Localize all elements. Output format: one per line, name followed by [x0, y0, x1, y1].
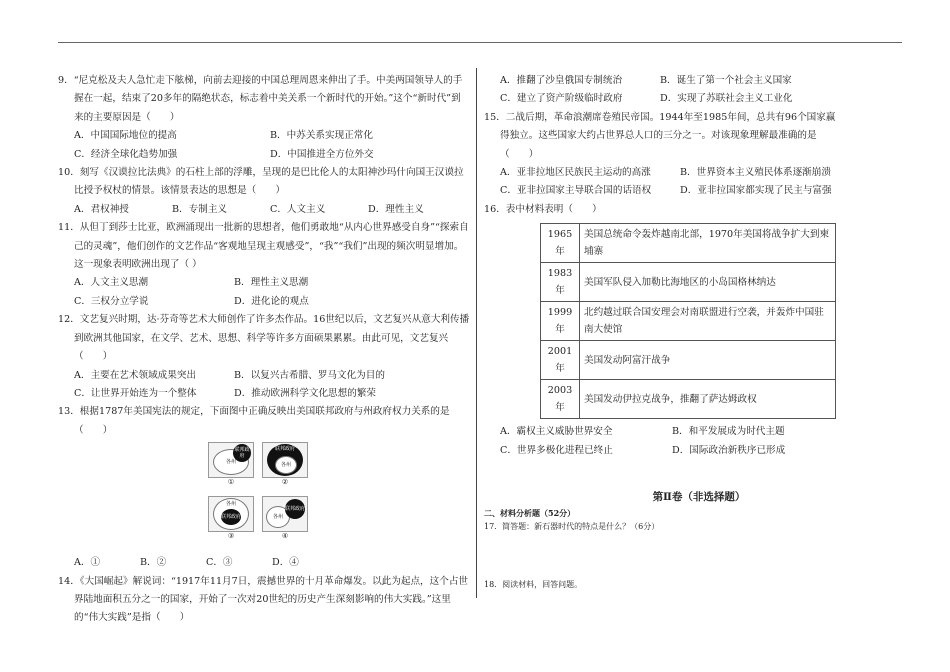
option-a[interactable]: A．中国国际地位的提高 [74, 130, 177, 142]
question-12-options [58, 367, 470, 404]
question-10-text: 10．刻写《汉谟拉比法典》的石柱上部的浮雕，呈现的是巴比伦人的太阳神沙玛什向国王汉谟拉比授予权杖的情景。该情景表达的思想是（ ） [58, 167, 464, 197]
option-c[interactable]: C．经济全球化趋势加强 [74, 148, 178, 160]
events-table [540, 223, 836, 419]
question-11-options [58, 274, 470, 311]
question-11-text: 11．从但丁到莎士比亚，欧洲涌现出一批新的思想者，他们勇敢地“从内心世界感受自身”“探索自己的灵魂”，他们创作的文艺作品“客观地呈现主观感受”，“我”“我们”出现的频次明显增加。这一现象表明欧洲出现了（ ） [58, 222, 469, 271]
question-15-options [484, 164, 844, 201]
question-16 [484, 201, 844, 460]
inner-circle: 联邦政府 [233, 444, 251, 462]
option-d[interactable]: D．实现了苏联社会主义工业化 [660, 93, 793, 105]
question-18: 18．阅读材料，回答问题。 [484, 580, 583, 590]
section-heading: 二、材料分析题（52分） [484, 508, 576, 519]
question-12 [58, 311, 470, 403]
option-d[interactable]: D．④ [272, 557, 299, 569]
question-13 [58, 403, 470, 572]
outer-circle: 各州 [213, 498, 249, 530]
diagram-1-frame [208, 442, 254, 478]
outer-circle: 联邦政府 [267, 444, 303, 476]
option-d[interactable]: D．中国推进全方位外交 [270, 148, 374, 160]
inner-circle: 联邦政府 [221, 509, 241, 525]
question-9-options [58, 127, 470, 164]
question-14-text: 14．《大国崛起》解说词：“1917年11月7日，震撼世界的十月革命爆发。以此为起点，这个占世界陆地面积五分之一的国家，开始了一次对20世纪的历史产生深刻影响的伟大实践。”这里的“伟大实践”是指（ ） [58, 575, 469, 624]
year-cell: 1999年 [541, 302, 580, 341]
question-15 [484, 109, 844, 201]
question-11 [58, 219, 470, 311]
column-divider [476, 68, 477, 598]
diagram-2-frame [262, 442, 308, 478]
inner-circle: 各州 [275, 456, 297, 474]
option-d[interactable]: D．推动欧洲科学文化思想的繁荣 [234, 387, 377, 399]
option-d[interactable]: D．理性主义 [368, 203, 424, 215]
question-13-options [58, 554, 470, 572]
option-a[interactable]: A．君权神授 [74, 203, 129, 215]
option-a[interactable]: A．推翻了沙皇俄国专制统治 [500, 75, 623, 86]
table-row [541, 380, 836, 419]
year-cell: 2003年 [541, 380, 580, 419]
header-rule [58, 42, 902, 43]
option-c[interactable]: C．让世界开始连为一个整体 [74, 387, 197, 399]
year-cell: 1965年 [541, 224, 580, 263]
option-a[interactable]: A．霸权主义威胁世界安全 [500, 426, 613, 438]
diagram-1 [206, 442, 256, 492]
option-b[interactable]: B．以复兴古希腊、罗马文化为目的 [234, 369, 385, 381]
option-b[interactable]: B．世界资本主义殖民体系逐渐崩溃 [680, 167, 831, 179]
diagram-1-number: ① [227, 478, 235, 487]
option-c[interactable]: C．人文主义 [270, 203, 326, 215]
diagram-3-number: ③ [227, 532, 235, 541]
option-b[interactable]: B．和平发展成为时代主题 [672, 426, 785, 438]
outer-circle: 各州 [266, 506, 290, 528]
diagram-4-frame [262, 496, 308, 532]
outer-circle: 各州 [213, 449, 249, 475]
option-b[interactable]: B．诞生了第一个社会主义国家 [660, 75, 792, 86]
inner-circle: 联邦政府 [285, 499, 305, 519]
table-row [541, 263, 836, 302]
option-b[interactable]: B．理性主义思潮 [234, 277, 309, 289]
diagram-3-frame [208, 496, 254, 532]
option-b[interactable]: B．专制主义 [172, 203, 228, 215]
option-c[interactable]: C．建立了资产阶级临时政府 [500, 93, 623, 105]
event-cell: 美国军队侵入加勒比海地区的小岛国格林纳达 [580, 263, 836, 302]
question-16-options [484, 423, 844, 460]
diagram-2-number: ② [281, 478, 289, 487]
question-10 [58, 164, 470, 219]
table-row [541, 224, 836, 263]
question-14-options [484, 72, 844, 109]
question-15-text: 15．二战后期，革命浪潮席卷殖民帝国。1944年至1985年间，总共有96个国家赢得独立。这些国家大约占世界总人口的三分之一。对该现象理解最准确的是（ ） [484, 111, 836, 160]
part-2-title: 第Ⅱ卷（非选择题） [652, 491, 746, 504]
diagram-2 [260, 442, 310, 492]
diagram-3 [206, 496, 256, 546]
option-d[interactable]: D．国际政治新秩序已形成 [672, 444, 786, 456]
option-c[interactable]: C．③ [206, 557, 233, 569]
left-column [58, 72, 470, 628]
option-a[interactable]: A．主要在艺术领域成果突出 [74, 369, 197, 381]
event-cell: 美国发动伊拉克战争，推翻了萨达姆政权 [580, 380, 836, 419]
question-10-options [58, 201, 470, 219]
question-12-text: 12．文艺复兴时期，达·芬奇等艺术大师创作了许多杰作品。16世纪以后，文艺复兴从意大利传播到欧洲其他国家，在文学、艺术、思想、科学等许多方面硕果累累。由此可见，文艺复兴（ ） [58, 314, 470, 363]
option-b[interactable]: B．中苏关系实现正常化 [270, 130, 373, 142]
table-row [541, 341, 836, 380]
power-diagrams [206, 442, 316, 550]
right-column [484, 72, 844, 592]
option-d[interactable]: D．亚非拉国家都实现了民主与富强 [680, 185, 832, 197]
question-9-text: 9．“尼克松及夫人急忙走下舷梯，向前去迎接的中国总理周恩来伸出了手。中美两国领导人的手握在一起，结束了20多年的隔绝状态，标志着中美关系一个新时代的开始。”这个“新时代”到来的主要原因是（ ） [58, 75, 463, 123]
option-a[interactable]: A．亚非拉地区民族民主运动的高涨 [500, 167, 651, 179]
option-a[interactable]: A．人文主义思潮 [74, 277, 149, 289]
question-14 [58, 573, 470, 628]
event-cell: 美国总统命令轰炸越南北部，1970年美国将战争扩大到柬埔寨 [580, 224, 836, 263]
option-c[interactable]: C．三权分立学说 [74, 295, 149, 307]
year-cell: 2001年 [541, 341, 580, 380]
year-cell: 1983年 [541, 263, 580, 302]
question-16-text: 16．表中材料表明（ ） [484, 203, 602, 215]
question-17: 17．简答题：新石器时代的特点是什么？（6分） [484, 522, 660, 532]
event-cell: 北约越过联合国安理会对南联盟进行空袭，并轰炸中国驻南大使馆 [580, 302, 836, 341]
table-row [541, 302, 836, 341]
diagram-4 [260, 496, 310, 546]
question-13-text: 13．根据1787年美国宪法的规定，下面图中正确反映出美国联邦政府与州政府权力关系的是（ ） [58, 406, 450, 436]
option-c[interactable]: C．世界多极化进程已终止 [500, 444, 613, 456]
option-b[interactable]: B．② [140, 557, 167, 569]
option-d[interactable]: D．进化论的观点 [234, 295, 309, 307]
event-cell: 美国发动阿富汗战争 [580, 341, 836, 380]
question-9 [58, 72, 470, 164]
diagram-4-number: ④ [281, 532, 289, 541]
option-c[interactable]: C．亚非拉国家主导联合国的话语权 [500, 185, 652, 197]
option-a[interactable]: A．① [74, 557, 101, 569]
